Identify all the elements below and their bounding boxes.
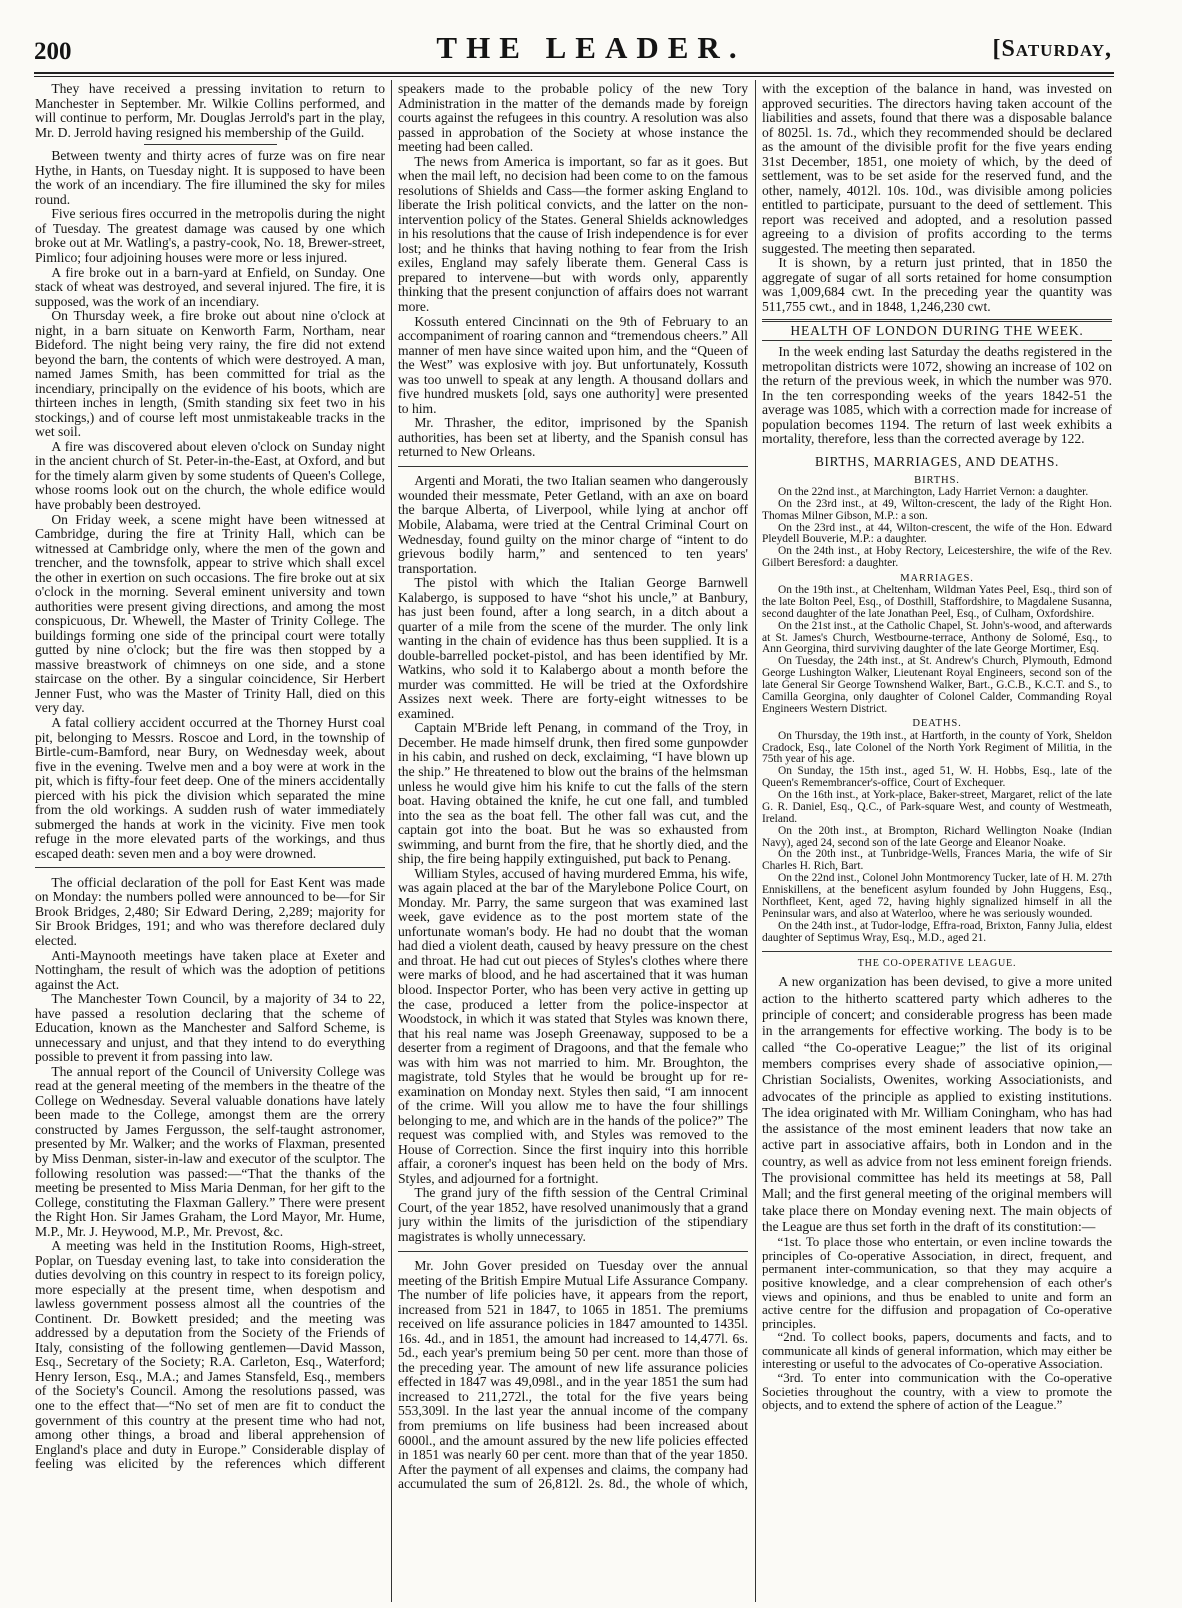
death-notice: On the 16th inst., at York-place, Baker-street, Margaret, relict of the late G. R. Daniel, Esq., Q.C., of Park-square West, and county of Westmeath, Ireland. [762, 789, 1112, 825]
birth-notice: On the 22nd inst., at Marchington, Lady Harriet Vernon: a daughter. [777, 485, 1089, 498]
article-paragraph: Kossuth entered Cincinnati on the 9th of February to an accompaniment of roaring cannon and “tremendous cheers.” All manner of men have since waited upon him, and the “Queen of the West” was explosive with joy. But unfortunately, Kossuth was too unwell to speak at any length. A thousand dollars and five hundred muskets [old, says one authority] were presented to him. [398, 313, 748, 416]
article-paragraph: A fire broke out in a barn-yard at Enfield, on Sunday. One stack of wheat was destroyed, and several injured. The fire, it is supposed, was the work of an incendiary. [35, 264, 385, 309]
birth-notice: On the 23rd inst., at 49, Wilton-crescent, the lady of the Right Hon. Thomas Milner Gibson, M.P.: a son. [762, 497, 1112, 522]
column-divider [391, 80, 392, 1602]
masthead-title: THE LEADER. [436, 30, 746, 65]
separator-rule [762, 951, 1112, 952]
subheading-births: BIRTHS. [914, 474, 960, 486]
article-paragraph: On Friday week, a scene might have been witnessed at Cambridge, during the fire at Trinity Hall, which can be witnessed at Cambridge only, where the men of the gown and trencher, and the townsfolk, appear to strive which shall excel the other in exertion on such occasions. The fire broke out at six o'clock in the morning. Several eminent university and town authorities were present giving directions, and among the most conspicuous, Dr. Whewell, the Master of Trinity College. The buildings forming one side of the principal court were totally gutted by nine o'clock; but the fire was then stopped by a massive breastwork of chimneys on one side, and a stone staircase on the other. By a singular coincidence, Sir Herbert Jenner Fust, who was the Master of Trinity Hall, died on this very day. [35, 511, 385, 716]
subheading-marriages: MARRIAGES. [900, 572, 974, 584]
article-paragraph: Between twenty and thirty acres of furze was on fire near Hythe, in Hants, on Tuesday night. It is supposed to have been the work of an incendiary. The fire illumined the sky for miles round. [35, 148, 385, 207]
article-paragraph: They have received a pressing invitation to return to Manchester in September. Mr. Wilkie Collins performed, and will continue to perform, Mr. Douglas Jerrold's part in the play, Mr. D. Jerrold having resigned his membership of the Guild. [35, 82, 385, 140]
article-paragraph: Five serious fires occurred in the metropolis during the night of Tuesday. The greatest damage was caused by one which broke out at Mr. Watling's, a pastry-cook, No. 18, Brewer-street, Pimlico; four adjoining houses were more or less injured. [35, 206, 385, 265]
section-heading-health: HEALTH OF LONDON DURING THE WEEK. [790, 323, 1084, 339]
article-paragraph: with the exception of the balance in hand, was invested on approved securities. The directors having taken account of the liabilities and assets, found that there was a disposable balance of 8025l. 1s. 7d., which they recommended should be declared as the amount of the divisible profit for the five years ending 31st December, 1851, one moiety of which, by the deed of settlement, was to be set aside for the reserved fund, and the other, namely, 4012l. 10s. 10d., was divisible among policies entitled to participate, pursuant to the deed of settlement. This report was received and adopted, and a resolution passed agreeing to a division of profits according to the terms suggested. The meeting then separated. [762, 82, 1112, 256]
death-notice: On the 20th inst., at Brompton, Richard Wellington Noake (Indian Navy), aged 24, second son of the late George and Eleanor Noake. [762, 824, 1112, 849]
article-paragraph: Mr. Thrasher, the editor, imprisoned by the Spanish authorities, has been set at liberty, and the Spanish consul has returned to New Orleans. [398, 415, 748, 460]
article-paragraph: In the week ending last Saturday the deaths registered in the metropolitan districts were 1072, showing an increase of 102 on the return of the previous week, in which the number was 970. In the ten corresponding weeks of the years 1842-51 the average was 1085, which with a correction made for increase of population becomes 1194. The return of last week exhibits a mortality, therefore, less than the corrected average by 122. [762, 344, 1112, 447]
separator-rule [144, 144, 277, 145]
article-paragraph: A new organization has been devised, to give a more united action to the hitherto scattered party which adheres to the principle of concert; and considerable progress has been made in the arrangements for effective working. The body is to be called “the Co-operative League;” the list of its original members comprises every shade of associative opinion,—Christian Socialists, Owenites, working Associationists, and advocates of the principle as applied to existing institutions. The idea originated with Mr. William Coningham, who has had the assistance of the most eminent leaders that now take an active part in associative affairs, both in London and in the country, as well as advice from not less eminent foreign friends. The provisional committee has held its meetings at 58, Pall Mall; and the first general meeting of the original members will take place there on Monday evening next. The main objects of the League are thus set forth in the draft of its constitution:— [762, 974, 1112, 1235]
separator-rule [762, 319, 1112, 322]
death-notice: On the 20th inst., at Tunbridge-Wells, Frances Maria, the wife of Sir Charles H. Rich, Bart. [762, 848, 1112, 873]
article-paragraph: Anti-Maynooth meetings have taken place at Exeter and Nottingham, the result of which was the adoption of petitions against the Act. [35, 947, 385, 992]
article-paragraph: It is shown, by a return just printed, that in 1850 the aggregate of sugar of all sorts retained for home consumption was 1,009,684 cwt. In the preceding year the quantity was 511,755 cwt., and in 1848, 1,246,230 cwt. [762, 255, 1112, 314]
article-paragraph: Captain M'Bride left Penang, in command of the Troy, in December. He made himself drunk, then fired some gunpowder in his cabin, and rushed on deck, exclaiming, “I have blown up the ship.” He threatened to blow out the brains of the helmsman unless he would give him his knife to cut the falls of the stern boat. Having obtained the knife, he cut one fall, and tumbled into the sea as the boat fell. The other fall was cut, and the captain got into the boat. But he was so exhausted from swimming, and burnt from the fire, that he shortly died, and the ship, the fire being happily extinguished, put back to Penang. [398, 720, 748, 867]
subheading-deaths: DEATHS. [912, 718, 962, 730]
separator-rule [398, 466, 748, 467]
article-paragraph: The news from America is important, so far as it goes. But when the mail left, no decision had been come to on the famous resolutions of Shields and Cass—the former asking England to liberate the Irish political convicts, and the latter on the non-intervention policy of the States. General Shields acknowledges in his resolutions that the cause of Irish independence is for ever lost; and he thinks that having nothing to fear from the Irish exiles, England may safely liberate them. General Cass is prepared to intervene—but with words only, apparently thinking that the present conjunction of affairs does not warrant more. [398, 153, 748, 314]
marriage-notice: On the 19th inst., at Cheltenham, Wildman Yates Peel, Esq., third son of the late Bolton Peel, Esq., of Dosthill, Staffordshire, to Magdalene Susanna, second daughter of the late Jonathan Peel, Esq., of Culham, Oxfordshire. [762, 584, 1112, 620]
article-paragraph: A meeting was held in the Institution Rooms, High-street, Poplar, on Tuesday evening last, to take into consideration the duties devolving on this country in respect to its foreign policy, more especially at the present time, when despotism and lawless government possess almost all the countries of the Continent. Dr. Bowkett presided; and the meeting was addressed by a deputation from the Society of the Friends of Italy, consisting of the following gentlemen—David Masson, Esq., Secretary of the Society; R.A. Carleton, Esq., Waterford; Henry Ierson, Esq., M.A.; and James Stansfeld, Esq., members of the Society's Council. Among the resolutions passed, was one to the effect that—“No set of men are fit to conduct the government of this country at the present time who had not, among other things, a broad and liberal apprehension of England's place and duty in Europe.” Considerable display of feeling was elicited by the references which different [35, 1238, 385, 1472]
article-paragraph: The annual report of the Council of University College was read at the general meeting of the members in the theatre of the College on Wednesday. Several valuable donations have lately been made to the College, amongst them are the orrery constructed by James Fergusson, the self-taught astronomer, presented by Mr. Walker; and the works of Flaxman, presented by Miss Denman, sister-in-law and executor of the sculptor. The following resolution was passed:—“That the thanks of the meeting be presented to Miss Maria Denman, for her gift to the College, constituting the Flaxman Gallery.” There were present the Right Hon. Sir James Graham, the Lord Mayor, Mr. Hume, M.P., Mr. J. Heywood, M.P., Mr. Prevost, &c. [35, 1063, 385, 1239]
birth-notice: On the 24th inst., at Hoby Rectory, Leicestershire, the wife of the Rev. Gilbert Beresford: a daughter. [762, 545, 1112, 570]
article-paragraph: The Manchester Town Council, by a majority of 34 to 22, have passed a resolution declaring that the scheme of Education, known as the Manchester and Salford Scheme, is unnecessary and unjust, and that they intend to do everything possible to prevent it from passing into law. [35, 991, 385, 1065]
article-paragraph: The grand jury of the fifth session of the Central Criminal Court, of the year 1852, have resolved unanimously that a grand jury within the limits of the jurisdiction of the stipendiary magistrates is wholly unnecessary. [398, 1185, 748, 1245]
article-paragraph: A fire was discovered about eleven o'clock on Sunday night in the ancient church of St. Peter-in-the-East, at Oxford, and but for the timely alarm given by some students of Queen's College, whose rooms look out on the church, the whole edifice would have probably been destroyed. [35, 438, 385, 513]
constitution-clause: “3rd. To enter into communication with the Co-operative Societies throughout the country, with a view to promote the objects, and to extend the sphere of action of the League.” [762, 1369, 1112, 1413]
column-2 [398, 82, 748, 1602]
death-notice: On Sunday, the 15th inst., aged 51, W. H. Hobbs, Esq., late of the Queen's Remembrancer's-office, Court of Exchequer. [762, 765, 1112, 790]
separator-rule [762, 340, 1112, 341]
separator-rule [35, 867, 385, 868]
page-number: 200 [34, 38, 72, 65]
article-paragraph: On Thursday week, a fire broke out about nine o'clock at night, in a barn situate on Kenworth Farm, Northam, near Bideford. The night being very rainy, the fire did not extend beyond the barn, the contents of which were destroyed. A man, named James Smith, has been committed for trial as the incendiary, principally on the evidence of his boots, which are thirteen inches in length, (Smith standing six feet two in his stockings,) and of course left most unmistakeable tracks in the wet soil. [35, 308, 385, 440]
death-notice: On Thursday, the 19th inst., at Hartforth, in the county of York, Sheldon Cradock, Esq., late Colonel of the North York Regiment of Militia, in the 75th year of his age. [762, 729, 1112, 766]
section-heading-league: THE CO-OPERATIVE LEAGUE. [857, 958, 1017, 970]
article-paragraph: The pistol with which the Italian George Barnwell Kalabergo, is supposed to have “shot his uncle,” at Banbury, has just been found, after a long search, in a ditch about a quarter of a mile from the scene of the murder. The only link wanting in the chain of evidence has thus been supplied. It is a double-barrelled pocket-pistol, and has been identified by Mr. Watkins, who sold it to Kalabergo about a month before the murder was committed. He will be tried at the Oxfordshire Assizes next week. There are forty-eight witnesses to be examined. [398, 575, 748, 721]
article-paragraph: William Styles, accused of having murdered Emma, his wife, was again placed at the bar of the Marylebone Police Court, on Monday. Mr. Parry, the same surgeon that was examined last week, gave evidence as to the post mortem state of the unfortunate woman's body. He had no doubt that the woman had died a violent death, caused by heavy pressure on the chest and throat. He had cut out pieces of Styles's clothes where there were marks of blood, and he had ascertained that it was human blood. Inspector Porter, who has been very active in getting up the case, produced a letter from the police-inspector at Woodstock, in which it was stated that Styles was known there, that his real name was Joseph Greenaway, supposed to be a deserter from a regiment of Dragoons, and that the female who was with him was not married to him. Mr. Broughton, the magistrate, told Styles that he would be brought up for re-examination on Monday next. Styles then said, “I am innocent of the crime. Will you allow me to have the four shillings belonging to me, and which are in the hands of the police?” The request was complied with, and Styles was removed to the House of Correction. Since the first inquiry into this horrible affair, a coroner's inquest has been held on the body of Mrs. Styles, and adjourned for a fortnight. [398, 865, 748, 1186]
constitution-clause: “1st. To place those who entertain, or even incline towards the principles of Co-operative Association, in direct, frequent, and permanent inter-communication, so that they may acquire a positive knowledge, and a clear comprehension of each other's views and opinions, and thus be enabled to unite and form an active centre for the diffusion and propagation of Co-operative principles. [762, 1234, 1112, 1331]
date-fragment: [Saturday, [992, 36, 1112, 62]
header-rule [34, 72, 1114, 77]
column-1 [35, 82, 385, 1602]
marriage-notice: On Tuesday, the 24th inst., at St. Andrew's Church, Plymouth, Edmond George Lushington Walker, Lieutenant Royal Engineers, second son of the late General Sir George Townshend Walker, Bart., G.C.B., K.C.T. and S., to Camilla Georgina, only daughter of Colonel Calder, Commanding Royal Engineers Western District. [762, 655, 1112, 715]
league-article [762, 974, 1112, 1411]
constitution-clause: “2nd. To collect books, papers, documents and facts, and to communicate all kinds of general information, which may either be interesting or useful to the advocates of Co-operative Association. [762, 1329, 1112, 1372]
article-paragraph: A fatal colliery accident occurred at the Thorney Hurst coal pit, belonging to Messrs. Roscoe and Lord, in the township of Birtle-cum-Bamford, near Bury, on Wednesday week, about five in the evening. Twelve men and a boy were at work in the pit, which is fifty-four feet deep. One of the miners accidentally pierced with his pick the division which separated the mine from the old workings. A sudden rush of water immediately submerged the hands at work in the vicinity. Five men took refuge in the more elevated parts of the workings, and thus escaped death: seven men and a boy were drowned. [35, 714, 385, 861]
article-paragraph: Argenti and Morati, the two Italian seamen who dangerously wounded their messmate, Peter Getland, with an axe on board the barque Alberta, of Liverpool, while lying at anchor off Mobile, Alabama, were tried at the Central Criminal Court on Wednesday, found guilty on the minor charge of “intent to do grievous bodily harm,” and sentenced to ten years' transportation. [398, 473, 748, 576]
column-divider [755, 80, 756, 1602]
marriage-notice: On the 21st inst., at the Catholic Chapel, St. John's-wood, and afterwards at St. James's Church, Westbourne-terrace, Anthony de Solomé, Esq., to Ann Georgina, third surviving daughter of the late George Mortimer, Esq. [762, 619, 1112, 656]
separator-rule [398, 1251, 748, 1252]
death-notice: On the 22nd inst., Colonel John Montmorency Tucker, late of H. M. 27th Enniskillens, at the beneficent asylum founded by John Huggens, Esq., Northfleet, Kent, aged 72, having highly signalized himself in all the Peninsular wars, and also at Waterloo, where he was seriously wounded. [762, 872, 1112, 920]
article-paragraph: Mr. John Gover presided on Tuesday over the annual meeting of the British Empire Mutual Life Assurance Company. The number of life policies have, it appears from the report, increased from 521 in 1847, to 1065 in 1851. The premiums received on life assurance policies in 1847 amounted to 1435l. 16s. 4d., and in 1851, the amount had increased to 14,477l. 6s. 5d., each year's premium being 50 per cent. more than those of the preceding year. The amount of new life assurance policies effected in 1847 was 49,098l., and in the year 1851 the sum had increased to 211,272l., the total for the five years being 553,309l. In the last year the annual income of the company from premiums on life business had been increased about 6000l., and the amount assured by the new life policies effected in 1851 was nearly 60 per cent. more than that of the year 1850. After the payment of all expenses and claims, the company had accumulated the sum of 26,812l. 2s. 8d., the whole of which, [398, 1258, 748, 1492]
notices-block [762, 475, 1112, 945]
article-paragraph: The official declaration of the poll for East Kent was made on Monday: the numbers polled were announced to be—for Sir Brook Bridges, 2,480; Sir Edward Dering, 2,289; majority for Sir Brook Bridges, 191; and who was therefore declared duly elected. [35, 874, 385, 948]
section-heading-bmd: BIRTHS, MARRIAGES, AND DEATHS. [814, 453, 1060, 469]
birth-notice: On the 23rd inst., at 44, Wilton-crescent, the wife of the Hon. Edward Pleydell Bouverie, M.P.: a daughter. [762, 521, 1112, 546]
death-notice: On the 24th inst., at Tudor-lodge, Effra-road, Brixton, Fanny Julia, eldest daughter of Septimus Wray, Esq., M.D., aged 21. [762, 919, 1112, 944]
article-paragraph: speakers made to the probable policy of the new Tory Administration in the matter of the demands made by foreign courts against the refugees in this country. A resolution was also passed in approbation of the Society at whose instance the meeting had been called. [398, 82, 748, 155]
column-3 [762, 82, 1112, 1602]
